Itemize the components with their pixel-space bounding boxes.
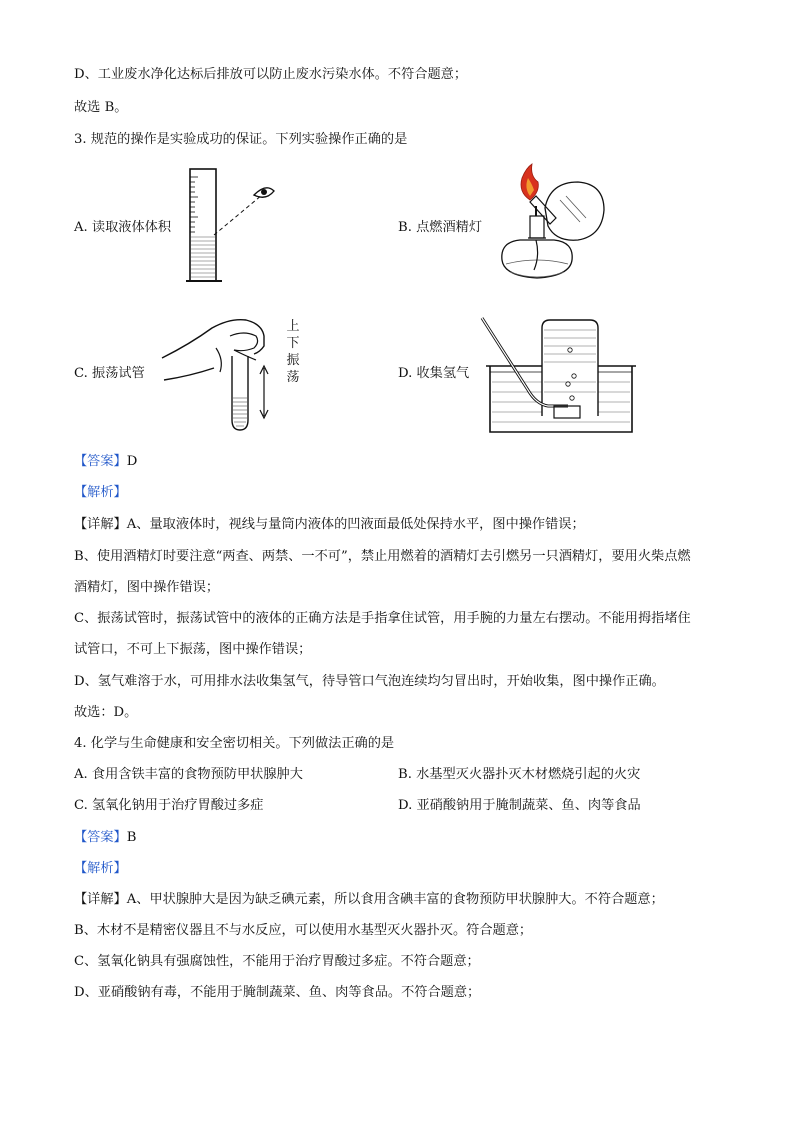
question-4-stem: 4. 化学与生命健康和安全密切相关。下列做法正确的是: [74, 736, 395, 751]
analysis-label: 【解析】: [74, 485, 127, 500]
option-a-label: A. 读取液体体积: [74, 220, 172, 235]
detail-3-line: B、使用酒精灯时要注意“两查、两禁、一不可”，禁止用燃着的酒精灯去引燃另一只酒精灯，要用火柴点燃: [74, 549, 691, 564]
answer-4: [74, 829, 136, 847]
option-d-label: D. 收集氢气: [398, 366, 470, 381]
detail-label: 【详解】: [74, 892, 127, 907]
option-a-label: A. 食用含铁丰富的食物预防甲状腺肿大: [74, 767, 303, 782]
caption-char: 荡: [286, 370, 300, 385]
analysis-4-label: [74, 860, 127, 878]
detail-3-line: D、氢气难溶于水，可用排水法收集氢气，待导管口气泡连续均匀冒出时，开始收集，图中操作正确。: [74, 674, 665, 689]
question-3-stem: 3. 规范的操作是实验成功的保证。下列实验操作正确的是: [74, 132, 408, 147]
answer-3: [74, 453, 137, 471]
detail-4-line: B、木材不是精密仪器且不与水反应，可以使用水基型灭火器扑灭。符合题意；: [74, 923, 533, 938]
water-collection-figure: [478, 314, 638, 436]
detail-text: A、量取液体时，视线与量筒内液体的凹液面最低处保持水平，图中操作错误；: [126, 517, 585, 532]
detail-3-line: C、振荡试管时，振荡试管中的液体的正确方法是手指拿住试管，用手腕的力量左右摆动。不能用拇指堵住: [74, 611, 691, 626]
answer-label: 【答案】: [74, 830, 127, 845]
graduated-cylinder-figure: [182, 165, 282, 285]
option-b-label: B. 水基型灭火器扑灭木材燃烧引起的火灾: [398, 767, 641, 782]
caption-char: 下: [286, 336, 300, 351]
answer-value: B: [126, 830, 137, 845]
answer-label: 【答案】: [74, 454, 127, 469]
text-line: 故选 B。: [74, 100, 128, 115]
answer-value: D: [126, 454, 138, 469]
caption-char: 上: [286, 319, 300, 334]
alcohol-lamp-figure: [490, 160, 610, 285]
detail-4-line: [74, 891, 664, 909]
detail-4-line: D、亚硝酸钠有毒，不能用于腌制蔬菜、鱼、肉等食品。不符合题意；: [74, 985, 481, 1000]
shaking-test-tube-figure: [160, 316, 270, 434]
detail-3-line: 故选：D。: [74, 705, 138, 720]
option-d-label: D. 亚硝酸钠用于腌制蔬菜、鱼、肉等食品: [398, 798, 641, 813]
option-b-label: B. 点燃酒精灯: [398, 220, 483, 235]
detail-label: 【详解】: [74, 517, 127, 532]
detail-3-line: [74, 516, 585, 534]
option-c-label: C. 振荡试管: [74, 366, 145, 381]
option-c-label: C. 氢氧化钠用于治疗胃酸过多症: [74, 798, 264, 813]
caption-char: 振: [286, 353, 300, 368]
analysis-3-label: [74, 484, 127, 502]
analysis-label: 【解析】: [74, 861, 127, 876]
detail-4-line: C、氢氧化钠具有强腐蚀性，不能用于治疗胃酸过多症。不符合题意；: [74, 954, 480, 969]
shake-direction-caption: [285, 318, 301, 386]
detail-3-line: 试管口，不可上下振荡，图中操作错误；: [74, 642, 312, 657]
detail-3-line: 酒精灯，图中操作错误；: [74, 580, 220, 595]
text-line: D、工业废水净化达标后排放可以防止废水污染水体。不符合题意；: [74, 67, 468, 82]
detail-text: A、甲状腺肿大是因为缺乏碘元素，所以食用含碘丰富的食物预防甲状腺肿大。不符合题意；: [126, 892, 664, 907]
